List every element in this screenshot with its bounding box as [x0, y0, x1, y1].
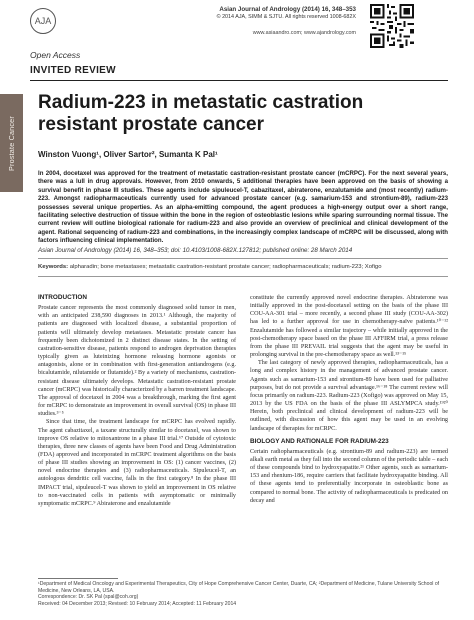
citation-divider — [38, 258, 448, 259]
article-type-heading: INVITED REVIEW — [30, 65, 116, 76]
paragraph: Certain radiopharmaceuticals (e.g. strontium-89 and radium-223) are termed alkali earth metal as they fall into the second column of the periodic table – each of these compounds bind to hydroxyapatite.²¹ Other agents, such as samarium-153 and rhenium-186, require carriers that facilitate hydroxyapatite binding. All of these agents tend to preferentially incorporate in osteoblastic bone as compared to normal bone. The activity of radiopharmaceuticals is predicated on decay and — [250, 448, 448, 504]
copyright-line: © 2014 AJA, SIMM & SJTU. All rights reserved 1008-682X — [216, 14, 356, 20]
body-column-right — [250, 294, 448, 505]
keywords-divider — [38, 276, 448, 277]
abstract: In 2004, docetaxel was approved for the treatment of metastatic castration-resistant prostate cancer (mCRPC). For the next several years, there was a lull in drug approvals. However, from 2010 onwards, 5 additional therapies have been approved on the basis of showing a survival benefit in phase III studies. These agents include sipuleucel-T, cabazitaxel, abiraterone, enzalutamide and (most recently) radium-223. Amongst radiopharmaceuticals currently used for advanced prostate cancer (e.g. samarium-153 and strontium-89), radium-223 possesses several unique properties. As an alpha-emitting compound, the agent produces a high-energy output over a short range, facilitating selective destruction of tissue within the bone in the region of osteoblastic lesions while sparing surrounding normal tissue. The current review will outline biological rationale for radium-223 and also provide an overview of preclinical and clinical development of the agent. Rational sequencing of radium-223 and combinations, in the increasingly complex landscape of mCRPC will be discussed, along with factors influencing clinical implementation. — [38, 170, 448, 245]
section-heading-introduction: INTRODUCTION — [38, 294, 87, 301]
body-column-left — [38, 294, 236, 508]
header-divider — [30, 80, 448, 81]
keywords-label: Keywords: — [38, 264, 69, 270]
footnote-divider — [38, 578, 118, 579]
paragraph: Since that time, the treatment landscape for mCRPC has evolved rapidly. The agent cabazitaxel, a taxane structurally similar to docetaxel, was shown to improve OS relative to mitoxantrone in a phase III trial.⁶⁷ Outside of cytotoxic therapies, three new classes of agents have been Food and Drug Administration (FDA) approved and incorporated in mCRPC treatment algorithms on the basis of phase III studies showing an improvement in OS: (1) cancer vaccines, (2) novel endocrine therapies and (3) radiopharmaceuticals. Sipuleucel-T, an autologous dendritic cell vaccine, falls in the first category.⁸ In the phase III IMPACT trial, sipuleucel-T was shown to yield an improvement in OS relative to non-vaccinated cells in patients with asymptomatic or minimally symptomatic mCRPC.⁹ Abiraterone and enzalutamide — [38, 419, 236, 507]
article-title: Radium-223 in metastatic castration resistant prostate cancer — [38, 92, 364, 135]
footnote-affiliations: ¹Department of Medical Oncology and Experimental Therapeutics, City of Hope Comprehensive Cancer Center, Duarte, CA; ²Department of Medicine, Tulane University School of Medicine, New Orleans, LA, USA. — [38, 581, 440, 594]
section-side-tab: Prostate Cancer — [0, 94, 23, 192]
journal-reference: Asian Journal of Andrology (2014) 16, 348–353 — [219, 6, 356, 13]
qr-code-icon — [370, 4, 414, 48]
footnote-correspondence: Correspondence: Dr. SK Pal (spal@coh.org) — [38, 594, 139, 600]
journal-website-link[interactable]: www.asiaandro.com; www.ajandrology.com — [252, 30, 356, 36]
section-heading-biology: BIOLOGY AND RATIONALE FOR RADIUM-223 — [250, 437, 389, 445]
paragraph: constitute the currently approved novel endocrine therapies. Abiraterone was initially approved in the post-docetaxel setting on the basis of the phase III COU-AA-301 trial – more recently, a second phase III study (COU-AA-302) has led to a further approval for use in chemotherapy-naïve patients.¹⁰⁻¹² Enzalutamide has followed a similar trajectory – while initially approved in the post-chemotherapy space based on the phase III AFFIRM trial, a press release from the phase III PREVAIL trial suggests that the agent may be useful in prolonging survival in the pre-chemotherapy space as well.¹³⁻¹⁵ — [250, 295, 448, 359]
keywords-text: alpharadin; bone metastases; metastatic castration-resistant prostate cancer; radiopharmaceuticals; radium-223; Xofigo — [69, 264, 382, 270]
keywords-line — [38, 264, 448, 270]
paragraph: Prostate cancer represents the most commonly diagnosed solid tumor in men, with an anticipated 238,590 diagnoses in 2013.¹ Although, the majority of patients are diagnosed with localized disease, a substantial proportion of patients will ultimately develop metastases. Metastatic prostate cancer has frequently been dichotomized in 2 distinct disease states. In the setting of castration-sensitive disease, patients respond to androgen deprivation therapies typically given as luteinizing hormone releasing hormone agonists or antagonists, alone or in combination with first-generation antiandrogens (e.g. bicalutamide, nilutamide or flutamide).² By a variety of mechanisms, castration-resistant disease ultimately develops. Metastatic castration-resistant prostate cancer (mCRPC) was historically characterized by a barren treatment landscape. The approval of docetaxel in 2004 was a breakthrough, marking the first agent for mCRPC to demonstrate an improvement in overall survival (OS) in phase III studies.³⁻⁵ — [38, 305, 236, 418]
journal-logo: AJA — [30, 8, 56, 34]
open-access-label: Open Access — [30, 50, 81, 60]
citation-line: Asian Journal of Andrology (2014) 16, 348–353; doi: 10.4103/1008-682X.127812; published online: 28 March 2014 — [38, 247, 353, 254]
footnote-received-dates: Received: 04 December 2013; Revised: 10 February 2014; Accepted: 11 February 2014 — [38, 601, 237, 607]
paragraph: The last category of newly approved therapies, radiopharmaceuticals, has a long and complex history in the management of advanced prostate cancer. Agents such as samarium-153 and strontium-89 have been used for palliative purposes, but do not provide a survival advantage.¹⁶⁻¹⁸ The current review will focus primarily on radium-223. Radium-223 (Xofigo) was approved on May 15, 2013 by the US FDA on the basis of the phase III ASLYMPCA study.¹⁹²⁰ Herein, both preclinical and clinical development of radium-223 will be outlined, with discussion of how this agent may be used in an evolving landscape of therapies for mCRPC. — [250, 360, 448, 432]
author-list: Winston Vuong¹, Oliver Sartor², Sumanta K Pal¹ — [38, 150, 218, 159]
